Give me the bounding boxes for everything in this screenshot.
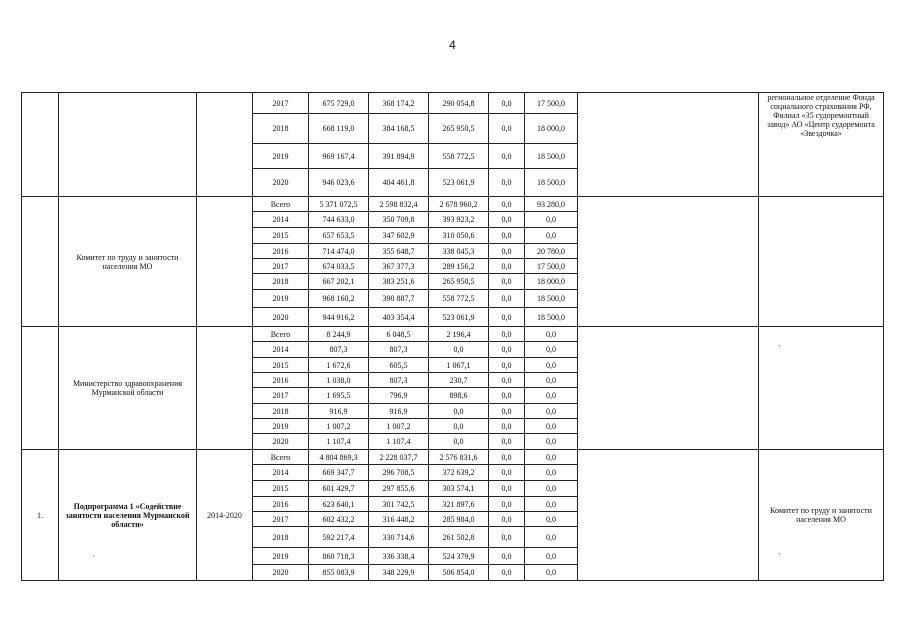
cell-other: 18 000,0: [525, 274, 578, 290]
cell-other: 0,0: [525, 327, 578, 342]
cell-total: 668 119,0: [309, 114, 369, 144]
item-number: 1.: [22, 450, 59, 581]
cell-year: Всего: [253, 327, 309, 342]
cell-fed: 390 887,7: [369, 290, 429, 308]
cell-year: 2019: [253, 548, 309, 565]
cell-reg: 0,0: [429, 434, 489, 450]
cell-mun: 0,0: [489, 388, 525, 404]
cell-other: 18 500,0: [525, 290, 578, 308]
cell-fed: 296 708,5: [369, 465, 429, 481]
cell-year: 2018: [253, 114, 309, 144]
cell-fed: 350 709,8: [369, 212, 429, 228]
cell-total: 1 007,2: [309, 419, 369, 434]
cell-mun: 0,0: [489, 197, 525, 212]
cell-year: 2016: [253, 373, 309, 388]
cell-reg: 558 772,5: [429, 144, 489, 169]
cell-total: 946 023,6: [309, 169, 369, 197]
cell-reg: 372 639,2: [429, 465, 489, 481]
scan-mark: ·: [778, 342, 781, 351]
cell-total: 667 202,1: [309, 274, 369, 290]
cell-mun: 0,0: [489, 228, 525, 244]
cell-total: 675 729,0: [309, 93, 369, 114]
cell-year: 2020: [253, 565, 309, 581]
cell-year: 2020: [253, 308, 309, 327]
cell-fed: 2 598 832,4: [369, 197, 429, 212]
cell-reg: 265 950,5: [429, 114, 489, 144]
cell-reg: 524 379,9: [429, 548, 489, 565]
cell-mun: 0,0: [489, 259, 525, 274]
cell-other: 0,0: [525, 465, 578, 481]
cell-other: 0,0: [525, 419, 578, 434]
cell-fed: 355 648,7: [369, 244, 429, 259]
cell-mun: 0,0: [489, 497, 525, 512]
cell-fed: 347 602,9: [369, 228, 429, 244]
cell-reg: 0,0: [429, 342, 489, 358]
cell-mun: 0,0: [489, 565, 525, 581]
cell-year: 2020: [253, 434, 309, 450]
cell-year: 2018: [253, 274, 309, 290]
cell-total: 860 718,3: [309, 548, 369, 565]
item-number: [22, 197, 59, 327]
cell-reg: 2 678 960,2: [429, 197, 489, 212]
responsible-executor: [759, 197, 884, 327]
item-number: [22, 93, 59, 197]
program-name: Подпрограмма 1 «Содействие занятости населения Мурманской области»: [59, 450, 197, 581]
scan-mark: ·: [778, 550, 781, 559]
cell-fed: 336 338,4: [369, 548, 429, 565]
cell-reg: 285 984,0: [429, 512, 489, 527]
cell-reg: 0,0: [429, 404, 489, 419]
cell-total: 674 033,5: [309, 259, 369, 274]
cell-year: 2014: [253, 212, 309, 228]
cell-total: 1 038,0: [309, 373, 369, 388]
cell-other: 18 500,0: [525, 308, 578, 327]
item-number: [22, 327, 59, 450]
cell-other: 0,0: [525, 358, 578, 373]
cell-other: 0,0: [525, 497, 578, 512]
cell-total: 5 371 072,5: [309, 197, 369, 212]
cell-fed: 2 228 037,7: [369, 450, 429, 465]
cell-reg: 290 054,8: [429, 93, 489, 114]
cell-year: 2018: [253, 527, 309, 548]
cell-reg: 898,6: [429, 388, 489, 404]
responsible-executor: Комитет по труду и занятости населения МО: [759, 450, 884, 581]
cell-total: 1 695,5: [309, 388, 369, 404]
cell-year: 2020: [253, 169, 309, 197]
cell-mun: 0,0: [489, 434, 525, 450]
cell-year: 2016: [253, 244, 309, 259]
table-row: [22, 93, 884, 114]
scan-mark: ·: [92, 552, 95, 561]
cell-year: 2015: [253, 228, 309, 244]
cell-year: 2017: [253, 93, 309, 114]
cell-other: 0,0: [525, 212, 578, 228]
cell-fed: 1 007,2: [369, 419, 429, 434]
cell-reg: 338 045,3: [429, 244, 489, 259]
period: 2014-2020: [197, 450, 253, 581]
notes-cell: [578, 93, 759, 197]
cell-year: 2017: [253, 512, 309, 527]
cell-year: 2018: [253, 404, 309, 419]
cell-mun: 0,0: [489, 212, 525, 228]
cell-year: 2014: [253, 342, 309, 358]
cell-total: 1 107,4: [309, 434, 369, 450]
table-row: [22, 327, 884, 342]
cell-mun: 0,0: [489, 419, 525, 434]
cell-total: 4 804 869,3: [309, 450, 369, 465]
program-name: Комитет по труду и занятости населения МО: [59, 197, 197, 327]
page-number: 4: [449, 38, 456, 52]
cell-total: 714 474,0: [309, 244, 369, 259]
cell-total: 968 160,2: [309, 290, 369, 308]
cell-reg: 230,7: [429, 373, 489, 388]
cell-fed: 297 855,6: [369, 481, 429, 497]
cell-year: 2017: [253, 388, 309, 404]
program-name: [59, 93, 197, 197]
cell-reg: 523 061,9: [429, 169, 489, 197]
cell-other: 0,0: [525, 388, 578, 404]
cell-mun: 0,0: [489, 404, 525, 419]
cell-other: 0,0: [525, 450, 578, 465]
cell-fed: 316 448,2: [369, 512, 429, 527]
cell-mun: 0,0: [489, 274, 525, 290]
notes-cell: [578, 450, 759, 581]
cell-reg: 1 067,1: [429, 358, 489, 373]
cell-fed: 807,3: [369, 373, 429, 388]
cell-mun: 0,0: [489, 169, 525, 197]
cell-mun: 0,0: [489, 342, 525, 358]
responsible-executor: региональное отделение Фонда социального страхования РФ, Филиал «35 судоремонтный завод» АО «Центр судоремонта «Звездочка»: [759, 93, 884, 197]
cell-total: 944 916,2: [309, 308, 369, 327]
cell-total: 601 429,7: [309, 481, 369, 497]
cell-mun: 0,0: [489, 308, 525, 327]
cell-mun: 0,0: [489, 244, 525, 259]
cell-other: 93 280,0: [525, 197, 578, 212]
cell-other: 0,0: [525, 548, 578, 565]
cell-year: 2017: [253, 259, 309, 274]
cell-other: 0,0: [525, 512, 578, 527]
cell-mun: 0,0: [489, 358, 525, 373]
cell-reg: 523 061,9: [429, 308, 489, 327]
cell-mun: 0,0: [489, 465, 525, 481]
cell-reg: 2 576 831,6: [429, 450, 489, 465]
cell-mun: 0,0: [489, 93, 525, 114]
cell-mun: 0,0: [489, 290, 525, 308]
table-row: [22, 450, 884, 465]
cell-mun: 0,0: [489, 114, 525, 144]
cell-total: 1 672,6: [309, 358, 369, 373]
program-name: Министерство здравоохранения Мурманской области: [59, 327, 197, 450]
cell-reg: 310 050,6: [429, 228, 489, 244]
cell-mun: 0,0: [489, 527, 525, 548]
cell-year: Всего: [253, 450, 309, 465]
cell-year: 2019: [253, 144, 309, 169]
cell-reg: 265 950,5: [429, 274, 489, 290]
cell-reg: 393 923,2: [429, 212, 489, 228]
cell-year: 2015: [253, 481, 309, 497]
cell-total: 623 640,1: [309, 497, 369, 512]
cell-fed: 404 461,8: [369, 169, 429, 197]
cell-fed: 391 894,9: [369, 144, 429, 169]
period: [197, 93, 253, 197]
cell-reg: 261 502,8: [429, 527, 489, 548]
cell-reg: 0,0: [429, 419, 489, 434]
cell-reg: 303 574,1: [429, 481, 489, 497]
cell-year: 2019: [253, 419, 309, 434]
cell-mun: 0,0: [489, 548, 525, 565]
cell-total: 669 347,7: [309, 465, 369, 481]
cell-other: 18 000,0: [525, 114, 578, 144]
cell-mun: 0,0: [489, 144, 525, 169]
cell-fed: 383 251,6: [369, 274, 429, 290]
cell-year: 2019: [253, 290, 309, 308]
financing-table: [21, 92, 884, 581]
cell-fed: 330 714,6: [369, 527, 429, 548]
cell-total: 855 083,9: [309, 565, 369, 581]
cell-mun: 0,0: [489, 327, 525, 342]
cell-other: 0,0: [525, 434, 578, 450]
cell-fed: 1 107,4: [369, 434, 429, 450]
cell-total: 916,9: [309, 404, 369, 419]
period: [197, 327, 253, 450]
cell-total: 592 217,4: [309, 527, 369, 548]
cell-reg: 2 196,4: [429, 327, 489, 342]
cell-year: 2015: [253, 358, 309, 373]
cell-total: 744 633,0: [309, 212, 369, 228]
cell-other: 0,0: [525, 373, 578, 388]
cell-fed: 301 742,5: [369, 497, 429, 512]
cell-mun: 0,0: [489, 450, 525, 465]
cell-other: 18 500,0: [525, 144, 578, 169]
cell-reg: 506 854,0: [429, 565, 489, 581]
table-row: [22, 197, 884, 212]
cell-fed: 807,3: [369, 342, 429, 358]
cell-total: 657 653,5: [309, 228, 369, 244]
cell-other: 20 780,0: [525, 244, 578, 259]
period: [197, 197, 253, 327]
cell-other: 0,0: [525, 404, 578, 419]
cell-fed: 796,9: [369, 388, 429, 404]
cell-year: Всего: [253, 197, 309, 212]
cell-fed: 6 048,5: [369, 327, 429, 342]
cell-fed: 384 168,5: [369, 114, 429, 144]
cell-total: 8 244,9: [309, 327, 369, 342]
cell-other: 0,0: [525, 481, 578, 497]
cell-total: 807,3: [309, 342, 369, 358]
cell-fed: 367 377,3: [369, 259, 429, 274]
cell-fed: 605,5: [369, 358, 429, 373]
cell-total: 969 167,4: [309, 144, 369, 169]
cell-fed: 368 174,2: [369, 93, 429, 114]
cell-mun: 0,0: [489, 373, 525, 388]
cell-reg: 289 156,2: [429, 259, 489, 274]
cell-other: 0,0: [525, 565, 578, 581]
cell-total: 602 432,2: [309, 512, 369, 527]
cell-year: 2014: [253, 465, 309, 481]
cell-fed: 348 229,9: [369, 565, 429, 581]
cell-other: 0,0: [525, 342, 578, 358]
notes-cell: [578, 197, 759, 327]
cell-other: 17 500,0: [525, 93, 578, 114]
notes-cell: [578, 327, 759, 450]
cell-other: 18 500,0: [525, 169, 578, 197]
cell-other: 17 500,0: [525, 259, 578, 274]
cell-fed: 403 354,4: [369, 308, 429, 327]
cell-fed: 916,9: [369, 404, 429, 419]
cell-mun: 0,0: [489, 481, 525, 497]
cell-other: 0,0: [525, 228, 578, 244]
cell-year: 2016: [253, 497, 309, 512]
cell-reg: 321 897,6: [429, 497, 489, 512]
cell-reg: 558 772,5: [429, 290, 489, 308]
cell-other: 0,0: [525, 527, 578, 548]
cell-mun: 0,0: [489, 512, 525, 527]
